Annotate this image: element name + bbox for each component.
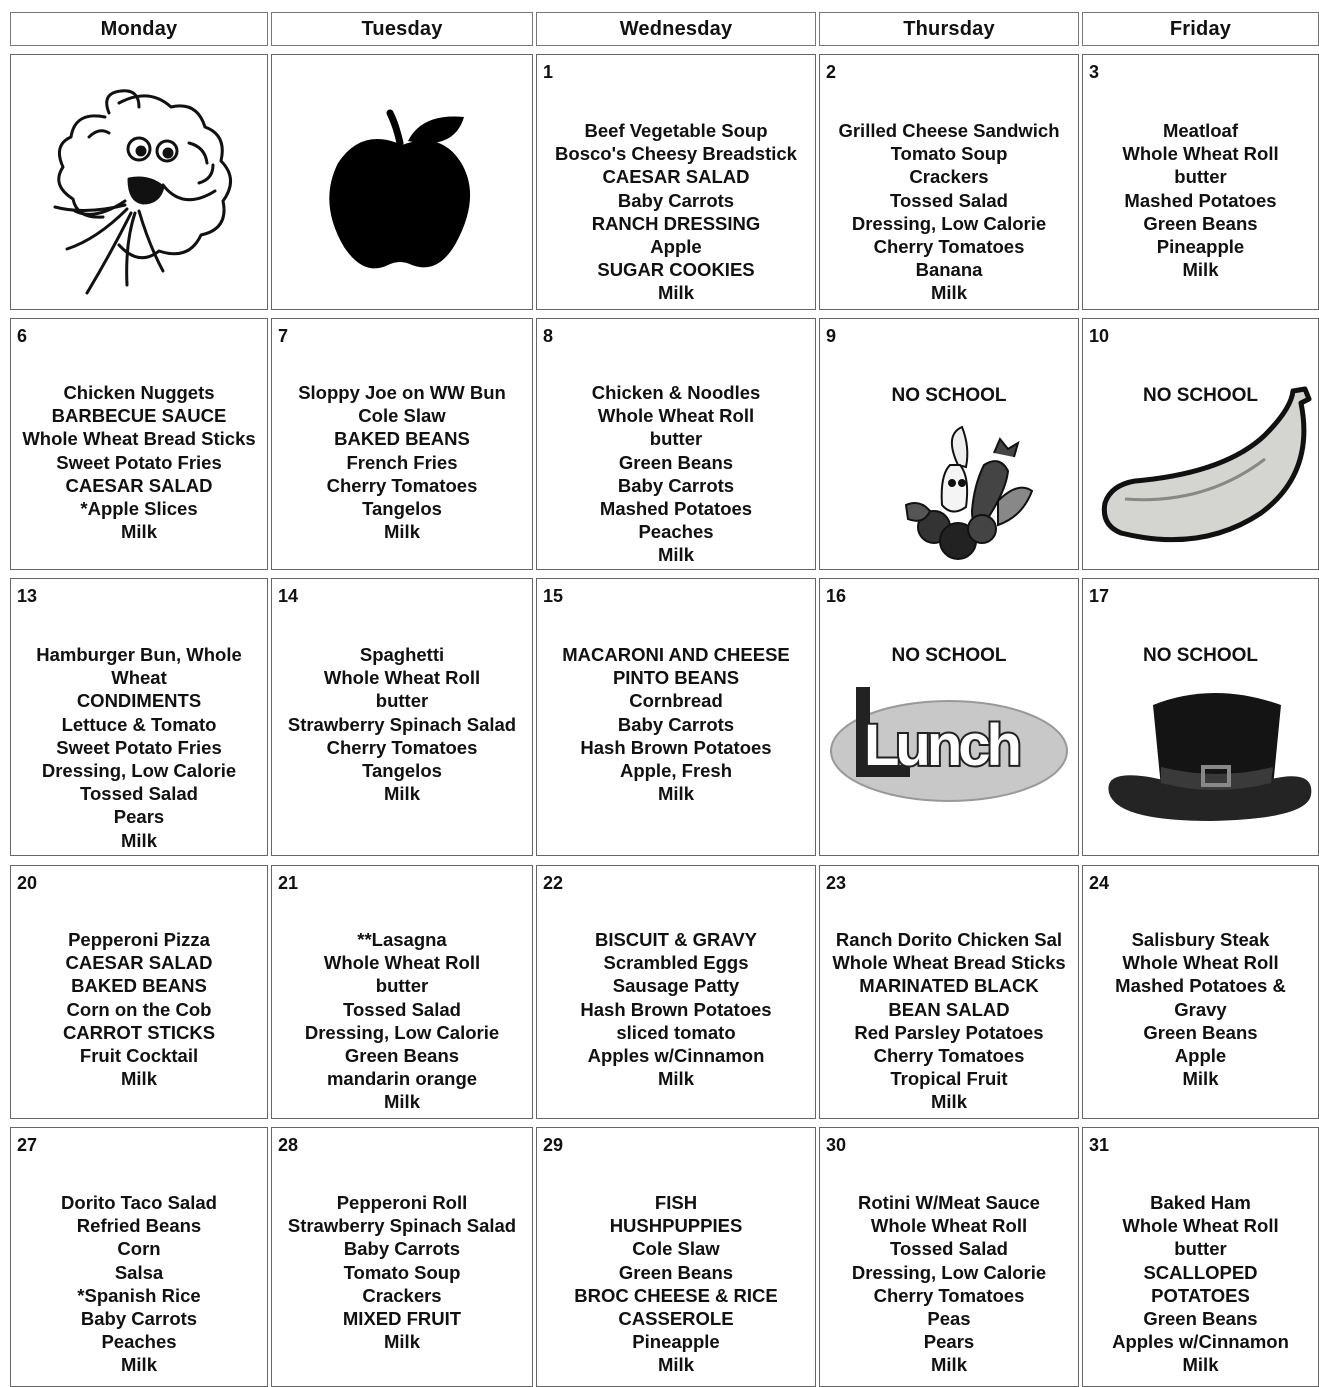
menu-item: Milk [384, 783, 420, 805]
menu-item: sliced tomato [616, 1021, 736, 1043]
menu-item: BISCUIT & GRAVY [594, 929, 758, 950]
menu-items [272, 1191, 532, 1353]
menu-item: Wheat [111, 667, 167, 689]
menu-item: Pepperoni Pizza [68, 929, 210, 950]
menu-item: Apples w/Cinnamon [587, 1045, 765, 1067]
menu-item: Dressing, Low Calorie [851, 212, 1047, 234]
menu-item: Baby Carrots [617, 189, 735, 211]
menu-item: SCALLOPED [1143, 1261, 1258, 1283]
menu-item: Mashed Potatoes [599, 498, 753, 520]
apple-icon [328, 105, 488, 270]
menu-item: BAKED BEANS [71, 975, 207, 997]
menu-item: butter [375, 690, 429, 712]
menu-item: Meatloaf [1162, 120, 1239, 141]
menu-item: Red Parsley Potatoes [854, 1021, 1044, 1043]
menu-items [11, 1191, 267, 1377]
menu-item: Apple, Fresh [619, 760, 733, 782]
menu-item: Peaches [101, 1331, 177, 1353]
menu-item: Tossed Salad [80, 783, 198, 805]
day-cell-10 [1082, 318, 1319, 570]
menu-item: Milk [121, 521, 157, 543]
day-cell-2 [819, 54, 1079, 310]
menu-item: Milk [931, 1354, 967, 1376]
menu-items [820, 1191, 1078, 1377]
day-cell-1 [536, 54, 816, 310]
menu-items [1083, 1191, 1318, 1377]
menu-item: Beef Vegetable Soup [584, 120, 768, 141]
day-cell-empty-tue [271, 54, 533, 310]
menu-item: Mashed Potatoes [1124, 189, 1277, 211]
menu-item: Sloppy Joe on WW Bun [298, 382, 506, 403]
menu-item: BROC CHEESE & RICE [574, 1284, 778, 1306]
menu-item: Dressing, Low Calorie [851, 1261, 1047, 1283]
menu-item: Banana [915, 259, 983, 281]
menu-item: Whole Wheat Roll [323, 952, 481, 974]
menu-item: Dorito Taco Salad [61, 1192, 217, 1213]
menu-item: Hash Brown Potatoes [580, 736, 772, 758]
menu-item: Milk [931, 1091, 967, 1113]
day-number: 14 [278, 586, 299, 606]
menu-item: Milk [658, 1354, 694, 1376]
menu-item: Crackers [362, 1284, 442, 1306]
menu-item: Milk [121, 829, 157, 851]
menu-item: CONDIMENTS [76, 690, 202, 712]
menu-items [820, 928, 1078, 1114]
menu-item: Green Beans [618, 451, 734, 473]
day-number: 23 [826, 873, 847, 893]
menu-item: Milk [1182, 259, 1219, 281]
menu-item: CASSEROLE [618, 1308, 734, 1330]
day-number: 7 [278, 326, 289, 346]
day-cell-8 [536, 318, 816, 570]
menu-item: Cole Slaw [358, 405, 446, 427]
menu-item: Baby Carrots [617, 474, 735, 496]
day-cell-16 [819, 578, 1079, 856]
banana-icon [1097, 381, 1319, 551]
menu-items [537, 928, 815, 1090]
menu-item: Apple [1174, 1045, 1227, 1067]
day-number: 22 [543, 873, 564, 893]
day-cell-30 [819, 1127, 1079, 1387]
menu-item: Rotini W/Meat Sauce [858, 1192, 1040, 1213]
header-tuesday: Tuesday [271, 12, 533, 46]
menu-items [272, 381, 532, 543]
menu-item: Tangelos [362, 498, 442, 520]
menu-item: Cherry Tomatoes [873, 236, 1025, 258]
menu-items [537, 1191, 815, 1377]
menu-item: Milk [121, 1354, 157, 1376]
menu-item: Chicken Nuggets [63, 382, 215, 403]
header-wednesday: Wednesday [536, 12, 816, 46]
day-cell-14 [271, 578, 533, 856]
day-number: 15 [543, 586, 564, 606]
menu-items [272, 928, 532, 1114]
menu-item: POTATOES [1151, 1284, 1250, 1306]
day-number: 28 [278, 1135, 299, 1155]
menu-item: Pepperoni Roll [336, 1192, 468, 1213]
menu-items [11, 928, 267, 1090]
menu-item: Milk [384, 1331, 420, 1353]
menu-item: Corn [117, 1238, 161, 1260]
day-cell-9 [819, 318, 1079, 570]
menu-item: Milk [658, 282, 694, 304]
header-friday: Friday [1082, 12, 1319, 46]
menu-item: Baked Ham [1150, 1192, 1251, 1213]
lunch-logo [828, 681, 1070, 811]
no-school-note: NO SCHOOL [1142, 645, 1259, 666]
menu-item: Apples w/Cinnamon [1112, 1331, 1289, 1353]
menu-item: CAESAR SALAD [65, 474, 213, 496]
menu-item: Sweet Potato Fries [56, 736, 222, 758]
menu-item: Milk [1182, 1354, 1219, 1376]
menu-item: French Fries [346, 451, 458, 473]
no-school-note: NO SCHOOL [1142, 385, 1259, 406]
menu-item: Cole Slaw [632, 1238, 720, 1260]
menu-item: Tomato Soup [890, 143, 1008, 165]
day-cell-3 [1082, 54, 1319, 310]
menu-item: Green Beans [344, 1045, 460, 1067]
menu-item: Hash Brown Potatoes [580, 998, 772, 1020]
menu-item: BAKED BEANS [334, 428, 470, 450]
menu-item: Crackers [909, 166, 989, 188]
day-cell-22 [536, 865, 816, 1119]
menu-item: Refried Beans [76, 1215, 202, 1237]
menu-item: Tangelos [362, 760, 442, 782]
menu-item: Milk [658, 544, 694, 566]
menu-item: *Apple Slices [80, 498, 198, 520]
header-monday: Monday [10, 12, 268, 46]
menu-item: Cherry Tomatoes [873, 1284, 1025, 1306]
menu-item: Sausage Patty [612, 975, 740, 997]
menu-item: Tossed Salad [890, 1238, 1008, 1260]
menu-item: Cherry Tomatoes [326, 474, 478, 496]
menu-item: Baby Carrots [80, 1308, 198, 1330]
menu-items [272, 643, 532, 805]
menu-item: Green Beans [618, 1261, 734, 1283]
menu-item: SUGAR COOKIES [597, 259, 755, 281]
menu-item: butter [1174, 1238, 1227, 1260]
day-number: 21 [278, 873, 299, 893]
menu-item: butter [375, 975, 429, 997]
menu-item: Tropical Fruit [890, 1068, 1008, 1090]
cartoon-bear-icon [39, 83, 249, 298]
day-number: 16 [826, 586, 847, 606]
day-cell-empty-mon [10, 54, 268, 310]
menu-item: Pears [923, 1331, 975, 1353]
menu-items [1083, 119, 1318, 281]
menu-item: Strawberry Spinach Salad [287, 713, 517, 735]
day-cell-15 [536, 578, 816, 856]
menu-items [11, 643, 267, 852]
menu-item: Dressing, Low Calorie [41, 760, 237, 782]
day-cell-7 [271, 318, 533, 570]
day-cell-24 [1082, 865, 1319, 1119]
menu-item: Whole Wheat Roll [1122, 143, 1279, 165]
day-number: 13 [17, 586, 38, 606]
menu-item: Gravy [1174, 998, 1227, 1020]
day-number: 30 [826, 1135, 847, 1155]
menu-item: MACARONI AND CHEESE [562, 644, 790, 665]
day-number: 10 [1089, 326, 1110, 346]
menu-item: Whole Wheat Roll [597, 405, 755, 427]
menu-item: CARROT STICKS [62, 1021, 216, 1043]
menu-item: Pineapple [632, 1331, 720, 1353]
menu-item: Lettuce & Tomato [61, 713, 217, 735]
menu-item: Tossed Salad [343, 998, 461, 1020]
menu-item: Whole Wheat Bread Sticks [832, 952, 1066, 974]
menu-item: Whole Wheat Roll [323, 667, 481, 689]
day-number: 17 [1089, 586, 1110, 606]
menu-item: Baby Carrots [617, 713, 735, 735]
day-cell-20 [10, 865, 268, 1119]
day-number: 20 [17, 873, 38, 893]
day-number: 6 [17, 326, 28, 346]
menu-item: BARBECUE SAUCE [51, 405, 227, 427]
menu-item: FISH [654, 1192, 698, 1213]
vegetables-icon [898, 425, 1038, 565]
menu-items [537, 643, 815, 805]
menu-item: Whole Wheat Roll [1122, 1215, 1279, 1237]
menu-item: Grilled Cheese Sandwich [838, 120, 1060, 141]
day-number: 8 [543, 326, 554, 346]
menu-item: Fruit Cocktail [79, 1045, 199, 1067]
menu-item: butter [649, 428, 703, 450]
no-school-note: NO SCHOOL [891, 385, 1007, 406]
day-cell-21 [271, 865, 533, 1119]
menu-item: Milk [121, 1068, 157, 1090]
menu-item: Milk [384, 1091, 420, 1113]
menu-items [537, 381, 815, 567]
menu-item: Milk [658, 783, 694, 805]
menu-item: Green Beans [1143, 1021, 1258, 1043]
menu-item: Strawberry Spinach Salad [287, 1215, 517, 1237]
menu-item: Sweet Potato Fries [56, 451, 222, 473]
menu-item: Apple [650, 236, 702, 258]
menu-item: CAESAR SALAD [602, 166, 750, 188]
menu-item: Scrambled Eggs [603, 952, 749, 974]
menu-item: HUSHPUPPIES [609, 1215, 743, 1237]
no-school-note: NO SCHOOL [891, 645, 1007, 666]
menu-item: Salsa [114, 1261, 164, 1283]
menu-item: *Spanish Rice [77, 1284, 201, 1306]
menu-item: Cherry Tomatoes [326, 736, 478, 758]
menu-items [537, 119, 815, 305]
menu-items [820, 119, 1078, 305]
menu-item: Green Beans [1143, 212, 1258, 234]
menu-item: Peas [927, 1308, 971, 1330]
day-cell-17 [1082, 578, 1319, 856]
menu-item: Milk [658, 1068, 694, 1090]
menu-item: RANCH DRESSING [591, 212, 761, 234]
menu-item: MARINATED BLACK [859, 975, 1039, 997]
menu-item: Salisbury Steak [1131, 929, 1270, 950]
day-number: 24 [1089, 873, 1110, 893]
menu-item: MIXED FRUIT [342, 1308, 462, 1330]
day-number: 31 [1089, 1135, 1110, 1155]
menu-item: Whole Wheat Roll [1122, 952, 1279, 974]
day-number: 9 [826, 326, 837, 346]
day-cell-13 [10, 578, 268, 856]
day-cell-6 [10, 318, 268, 570]
day-cell-27 [10, 1127, 268, 1387]
header-thursday: Thursday [819, 12, 1079, 46]
menu-item: Tomato Soup [343, 1261, 461, 1283]
day-number: 2 [826, 62, 837, 82]
day-cell-23 [819, 865, 1079, 1119]
menu-item: Milk [931, 282, 967, 304]
menu-items [11, 381, 267, 543]
menu-item: Mashed Potatoes & [1115, 975, 1286, 997]
menu-item: Cornbread [629, 690, 723, 712]
day-number: 3 [1089, 62, 1100, 82]
menu-item: Pineapple [1156, 236, 1245, 258]
menu-item: Green Beans [1143, 1308, 1258, 1330]
lunch-logo-text: Lunch [864, 713, 1018, 778]
menu-item: Pears [113, 806, 165, 828]
menu-item: PINTO BEANS [612, 667, 740, 689]
day-number: 1 [543, 62, 554, 82]
menu-item: BEAN SALAD [888, 998, 1010, 1020]
day-number: 27 [17, 1135, 38, 1155]
menu-item: butter [1174, 166, 1227, 188]
day-cell-28 [271, 1127, 533, 1387]
menu-item: mandarin orange [326, 1068, 478, 1090]
day-number: 29 [543, 1135, 564, 1155]
menu-items [1083, 928, 1318, 1090]
menu-item: Milk [384, 521, 420, 543]
day-cell-31 [1082, 1127, 1319, 1387]
menu-item: Tossed Salad [890, 189, 1008, 211]
day-cell-29 [536, 1127, 816, 1387]
menu-item: **Lasagna [357, 929, 447, 950]
menu-item: Whole Wheat Bread Sticks [22, 428, 256, 450]
menu-item: Corn on the Cob [66, 998, 212, 1020]
menu-item: Hamburger Bun, Whole [36, 644, 242, 665]
menu-item: CAESAR SALAD [65, 952, 213, 974]
menu-item: Cherry Tomatoes [873, 1045, 1025, 1067]
menu-item: Bosco's Cheesy Breadstick [555, 143, 797, 165]
menu-item: Chicken & Noodles [591, 382, 761, 403]
menu-item: Peaches [638, 521, 714, 543]
menu-item: Spaghetti [359, 644, 445, 665]
menu-item: Ranch Dorito Chicken Sal [835, 929, 1063, 950]
menu-item: Whole Wheat Roll [870, 1215, 1028, 1237]
menu-item: Milk [1182, 1068, 1219, 1090]
menu-item: Baby Carrots [343, 1238, 461, 1260]
leprechaun-hat-icon [1103, 685, 1313, 825]
menu-item: Dressing, Low Calorie [304, 1021, 500, 1043]
